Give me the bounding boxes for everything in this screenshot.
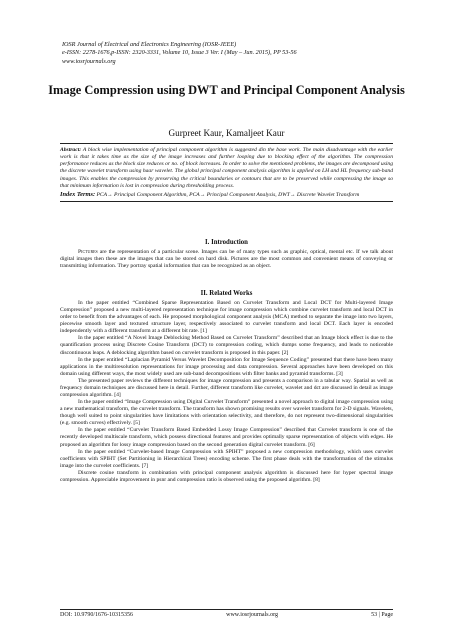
- related-works-body: [60, 300, 393, 484]
- section-heading-introduction: I. Introduction: [205, 239, 248, 246]
- index-terms-label: Index Terms:: [60, 190, 96, 198]
- intro-text: are the representation of a particular scene. Images can be of many types such as graphic, optical, mental etc. If we talk about digital images then these are the images that can be stored on hard disk. Pictures are the most common and convenient means of conveying or transmitting information. They portray spatial information that can be recognized as an object.: [60, 249, 393, 270]
- related-paragraph: In the paper entitled “Curvelet Transform Based Embedded Lossy Image Compression” described that Curvelet transform is one of the recently developed multiscale transform, which possess directional features and provides optimally sparse representation of objects with edges. He proposed an algorithm for lossy image compression based on the second generation digital curvelet transform. [6]: [60, 427, 393, 448]
- related-paragraph: In the paper entitled “A Novel Image Deblocking Method Based on Curvelet Transform” described that an Image block effect is due to the quantification process using Discrete Cosine Transform (DCT) to compression coding, which dumps some frequency, and leads to noticeable discontinuous leaps. A deblocking algorithm based on curvelet transform is proposed in this paper. [2]: [60, 335, 393, 356]
- journal-site: www.iosrjournals.org: [62, 57, 116, 65]
- page-footer: [60, 609, 393, 618]
- related-paragraph: In the paper entitled “Image Compression using Digital Curvelet Transform” presented a novel approach to digital image compression using a new mathematical transform, the curvelet transform. The transform has shown promising results over wavelet transform for 2-D signals. Wavelets, though well suited to point singularities have limitations with orientation selectivity, and therefore, do not represent two-dimensional singularities (e.g. smooth curves) effectively. [5]: [60, 399, 393, 427]
- index-terms: [60, 191, 393, 199]
- related-paragraph: In the paper entitled “Combined Sparse Representation Based on Curvelet Transform and Local DCT for Multi-layered Image Compression” proposed a new multi-layered representation technique for image compression which combine curvelet transform and local DCT in order to benefit from the advantages of each. He proposed morphological component analysis (MCA) method to separate the image into two layers, piecewise smooth layer and textured structure layer, respectively associated to curvelet transform and local DCT. Each layer is encoded independently with a different transform at a different bit rate. [1]: [60, 300, 393, 335]
- journal-name: IOSR Journal of Electrical and Electronics Engineering (IOSR-JEEE): [62, 41, 237, 48]
- intro-first-word: Pictures: [78, 249, 98, 255]
- paper-authors: Gurpreet Kaur, Kamaljeet Kaur: [168, 128, 285, 138]
- introduction-body: [60, 249, 393, 270]
- journal-header: [62, 41, 402, 66]
- abstract-box: [60, 143, 393, 202]
- related-paragraph: The presented paper reviews the different techniques for image compression and presents a comparison in a tabular way. Spatial as well as frequency domain techniques are discussed here in detail. Further, different transform like curvelet, wavelet and dct are discussed in detail as image compression algorithm. [4]: [60, 377, 393, 399]
- paper-title: Image Compression using DWT and Principal Component Analysis: [48, 83, 405, 97]
- footer-doi: DOI: 10.9790/1676-10315356: [60, 612, 133, 618]
- abstract-text: A block wise implementation of principal component algorithm is suggested din the base work. The main disadvantage with the earlier work is that it takes time as the size of the image increases and further looping due to blocking effect of the algorithm. The compression performance reduces as the block size reduces or no. of block increases. In order to solve the mentioned problems, the images are decomposed using the discrete wavelet transform using haar wavelet. The global principal component analysis algorithm is applied on LH and HL frequency sub-band images. This enables the compression by preserving the critical boundaries or contours that are to be preserved while compressing the image so that minimum information is lost in compression during thresholding process.: [60, 147, 393, 189]
- section-heading-related-works: II. Related Works: [200, 290, 253, 297]
- related-paragraph: In the paper entitled “Curvelet-based Image Compression with SPIHT” proposed a new compression methodology, which uses curvelet coefficients with SPIHT (Set Partitioning in Hierarchical Trees) encoding scheme. The first phase deals with the transformation of the stimulus image into the curvelet coefficients. [7]: [60, 448, 393, 469]
- footer-site: www.iosrjournals.org: [226, 612, 278, 618]
- issn-line: e-ISSN: 2278-1676,p-ISSN: 2320-3331, Volume 10, Issue 3 Ver. I (May – Jun. 2015), PP 53-56: [62, 49, 297, 57]
- related-paragraph: In the paper entitled “Laplacian Pyramid Versus Wavelet Decomposition for Image Sequence Coding” presented that there have been many applications in the multiresolution representations for image processing and data compression. Several approaches have been developed on this domain using different ways, the most widely used are sub-band decompositions with filter banks and pyramid transforms. [3]: [60, 356, 393, 377]
- abstract-label: Abstract:: [60, 147, 82, 153]
- abstract: [60, 147, 393, 190]
- index-terms-text: PCA→ Principal Component Algorithm, PCA→ Principal Component Analysis, DWT→ Discrete Wavelet Transform: [95, 191, 360, 198]
- footer-page-number: 53 | Page: [371, 612, 393, 618]
- related-paragraph: Discrete cosine transform in combination with principal component analysis algorithm is discussed here for hyper spectral image compression. Appreciable improvement in psnr and compression ratio is observed using the proposed algorithm. [8]: [60, 469, 393, 483]
